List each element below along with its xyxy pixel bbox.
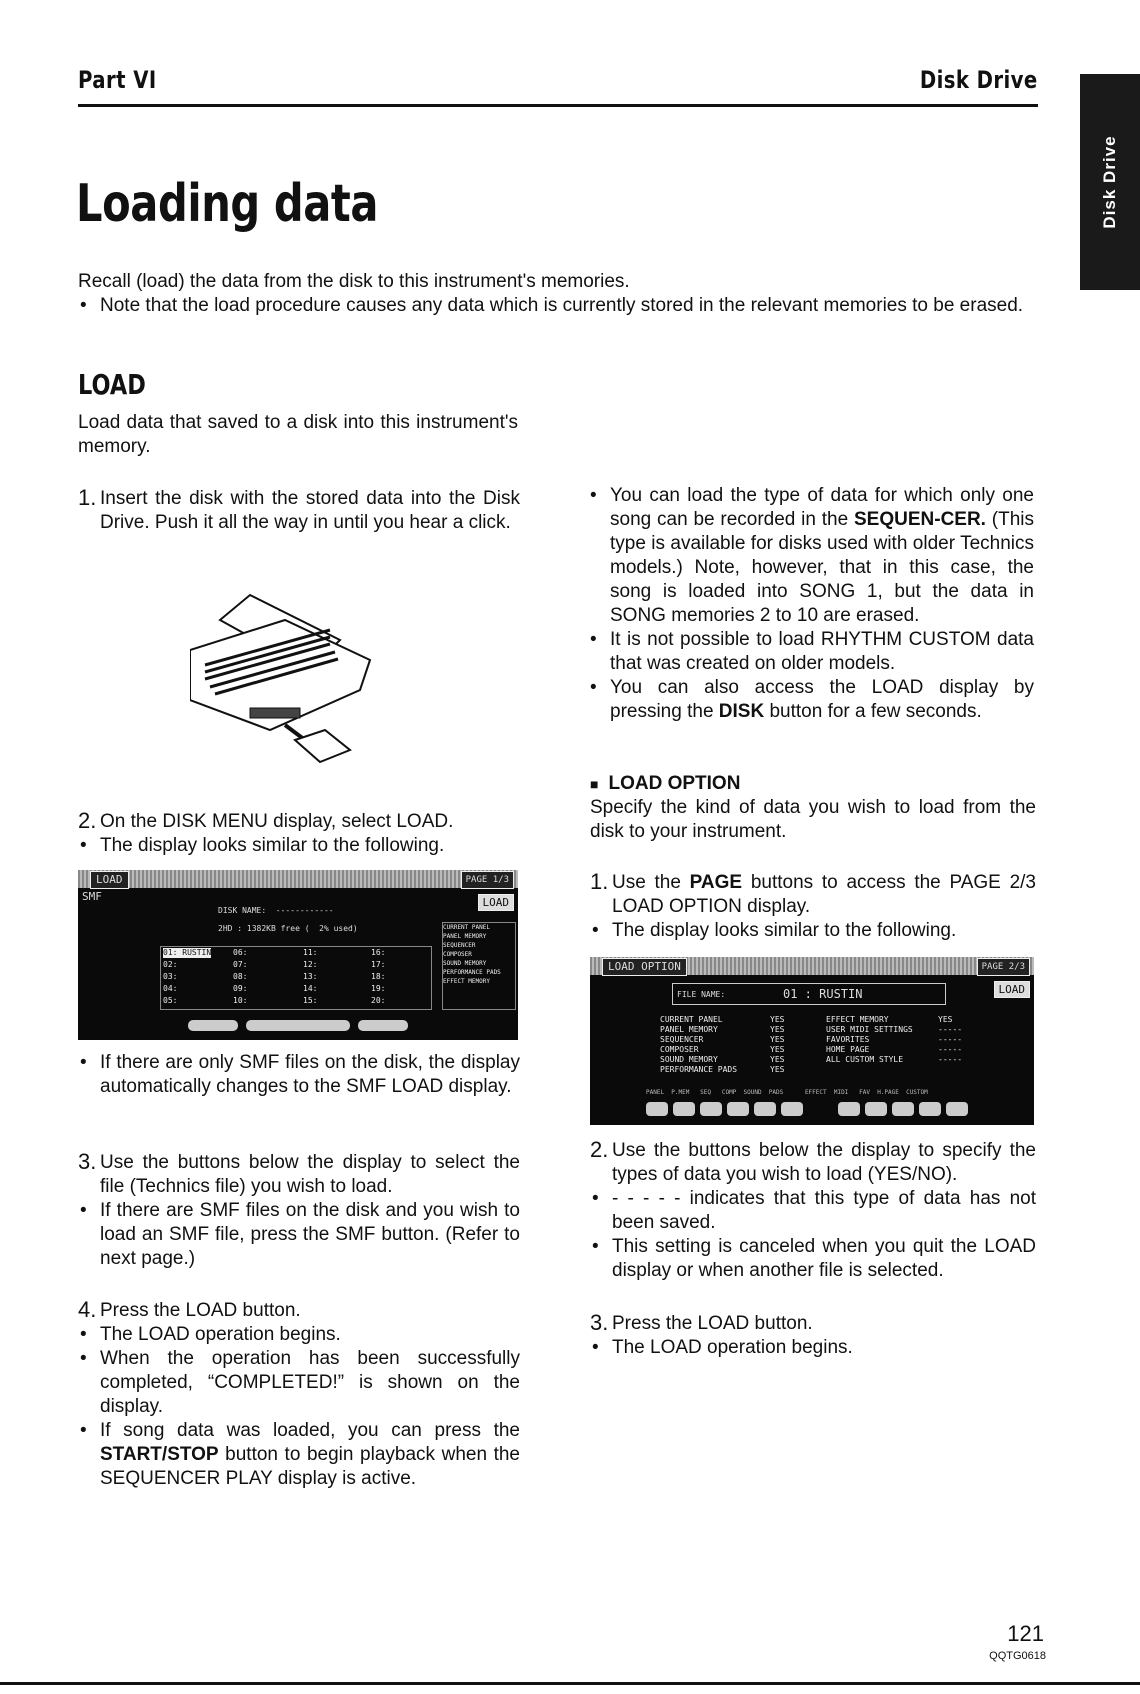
- step-4: [78, 1299, 520, 1491]
- file-slot: 17:: [371, 960, 386, 969]
- note-bullet: • It is not possible to load RHYTHM CUSTOM data that was created on older models.: [588, 628, 1034, 676]
- step-text: Use the buttons below the display to specify the types of data you wish to load (YES/NO).: [612, 1140, 1036, 1185]
- data-type: PANEL MEMORY: [443, 933, 487, 940]
- file-slot: 03:: [163, 972, 178, 981]
- display-buttons-right: [838, 1101, 973, 1120]
- step-3: [78, 1151, 520, 1271]
- step-bullet: • The LOAD operation begins.: [78, 1323, 520, 1347]
- step-bullet: • The LOAD operation begins.: [590, 1336, 1036, 1360]
- file-slot: 06:: [233, 948, 248, 957]
- load-option-display-screenshot: [590, 957, 1034, 1125]
- display-buttons: [188, 1020, 408, 1032]
- file-slot: 20:: [371, 996, 386, 1005]
- load-description: Load data that saved to a disk into this instrument's memory.: [78, 412, 518, 457]
- option-row[interactable]: SEQUENCER YES: [660, 1035, 785, 1044]
- data-type-list: [442, 922, 516, 1010]
- file-slot: 11:: [303, 948, 318, 957]
- load-option-desc: Specify the kind of data you wish to load from the disk to your instrument.: [590, 797, 1036, 842]
- intro-bullet: • Note that the load procedure causes any data which is currently stored in the relevant memories to be erased.: [78, 294, 1038, 318]
- load-heading: LOAD: [78, 368, 146, 401]
- disk-slot: [250, 708, 300, 718]
- file-slot: 16:: [371, 948, 386, 957]
- option-list-right: [826, 1015, 976, 1065]
- side-tab-label: Disk Drive: [1100, 135, 1119, 229]
- load-option-section: [590, 772, 1036, 844]
- data-type: PERFORMANCE PADS: [443, 969, 501, 976]
- file-slot: 09:: [233, 984, 248, 993]
- display-page: PAGE 2/3: [977, 958, 1030, 976]
- disk-free: 2HD : 1382KB free ( 2% used): [218, 924, 358, 933]
- note-bullet: • You can also access the LOAD display by pressing the DISK button for a few seconds.: [588, 676, 1034, 724]
- step-number: 3.: [78, 1149, 97, 1174]
- smf-label: SMF: [82, 890, 102, 903]
- step-number: 1.: [78, 485, 97, 510]
- load-label: LOAD: [994, 981, 1031, 998]
- file-slot: 14:: [303, 984, 318, 993]
- option-row[interactable]: USER MIDI SETTINGS -----: [826, 1025, 963, 1034]
- header-rule: [78, 104, 1038, 107]
- step-bullet: • When the operation has been successfully completed, “COMPLETED!” is shown on the display.: [78, 1347, 520, 1419]
- file-slot: 04:: [163, 984, 178, 993]
- keyboard-illustration: [190, 590, 400, 770]
- option-step-2: [590, 1139, 1036, 1283]
- step-text: Use the buttons below the display to select the file (Technics file) you wish to load.: [100, 1152, 520, 1197]
- step-bullet: • If there are only SMF files on the disk, the display automatically changes to the SMF LOAD display.: [78, 1051, 520, 1099]
- option-row[interactable]: ALL CUSTOM STYLE -----: [826, 1055, 963, 1064]
- intro-line: Recall (load) the data from the disk to this instrument's memories.: [78, 271, 630, 292]
- step-number: 1.: [590, 869, 609, 894]
- section-label: Disk Drive: [920, 66, 1038, 94]
- file-slot: 01: RUSTIN: [163, 948, 212, 957]
- option-step-1: 1. Use the PAGE buttons to access the PAGE 2/3 LOAD OPTION display. • The display looks similar to the following.: [590, 871, 1036, 943]
- step-bullet: • If there are SMF files on the disk and you wish to load an SMF file, press the SMF button. (Refer to next page.): [78, 1199, 520, 1271]
- option-row[interactable]: HOME PAGE -----: [826, 1045, 963, 1054]
- data-type: COMPOSER: [443, 951, 472, 958]
- floppy-disk-icon: [295, 730, 350, 762]
- option-step-3: [590, 1312, 1036, 1360]
- file-name-label: FILE NAME:: [677, 990, 726, 999]
- step-number: 4.: [78, 1297, 97, 1322]
- step-text: Press the LOAD button.: [100, 1300, 301, 1321]
- file-name-box: [672, 983, 946, 1005]
- step-text: Insert the disk with the stored data into the Disk Drive. Push it all the way in until you hear a click.: [100, 488, 520, 533]
- data-type: SOUND MEMORY: [443, 960, 487, 967]
- option-list-left: [660, 1015, 790, 1075]
- file-grid: [160, 946, 432, 1010]
- part-label: Part VI: [78, 66, 157, 94]
- step-text: Press the LOAD button.: [612, 1313, 813, 1334]
- load-label: LOAD: [478, 894, 515, 911]
- step-bullet: • If song data was loaded, you can press the START/STOP button to begin playback when the SEQUENCER PLAY display is active.: [78, 1419, 520, 1491]
- option-row[interactable]: FAVORITES -----: [826, 1035, 963, 1044]
- file-slot: 13:: [303, 972, 318, 981]
- file-slot: 15:: [303, 996, 318, 1005]
- page-number: 121: [1007, 1621, 1044, 1646]
- step-text: On the DISK MENU display, select LOAD.: [100, 811, 454, 832]
- display-tab: LOAD OPTION: [602, 958, 687, 976]
- footer-rule: [0, 1682, 1140, 1685]
- file-slot: 05:: [163, 996, 178, 1005]
- document-code: QQTG0618: [989, 1650, 1046, 1662]
- display-tab: LOAD: [90, 871, 129, 889]
- step-1: [78, 487, 520, 535]
- file-slot: 19:: [371, 984, 386, 993]
- file-slot: 08:: [233, 972, 248, 981]
- data-type: CURRENT PANEL: [443, 924, 490, 931]
- step-bullet: • - - - - - indicates that this type of data has not been saved.: [590, 1187, 1036, 1235]
- step-bullet: • The display looks similar to the following.: [590, 919, 1036, 943]
- side-tab: [1080, 74, 1140, 290]
- note-bullet: • You can load the type of data for which only one song can be recorded in the SEQUEN-CER. (This type is available for disks used with older Technics models.) Note, however, that in this case, the song is loaded into SONG 1, but the data in SONG memories 2 to 10 are erased.: [588, 484, 1034, 628]
- step-number: 3.: [590, 1310, 609, 1335]
- display-page: PAGE 1/3: [461, 871, 514, 889]
- file-slot: 10:: [233, 996, 248, 1005]
- option-row[interactable]: EFFECT MEMORY YES: [826, 1015, 953, 1024]
- option-row[interactable]: PANEL MEMORY YES: [660, 1025, 785, 1034]
- data-type: SEQUENCER: [443, 942, 476, 949]
- step-number: 2.: [590, 1137, 609, 1162]
- file-slot: 07:: [233, 960, 248, 969]
- step-2: [78, 810, 520, 858]
- option-row[interactable]: COMPOSER YES: [660, 1045, 785, 1054]
- file-slot: 02:: [163, 960, 178, 969]
- page-title: Loading data: [76, 174, 379, 234]
- disk-name: DISK NAME: ------------: [218, 906, 334, 915]
- file-slot: 18:: [371, 972, 386, 981]
- button-labels: PANEL P.MEM SEQ COMP SOUND PADS EFFECT MIDI FAV H.PAGE CUSTOM: [646, 1089, 928, 1096]
- file-slot: 12:: [303, 960, 318, 969]
- file-name-value: 01 : RUSTIN: [783, 987, 863, 1001]
- step-bullet: • The display looks similar to the following.: [78, 834, 520, 858]
- smf-note: [78, 1051, 520, 1099]
- option-row[interactable]: SOUND MEMORY YES: [660, 1055, 785, 1064]
- step-number: 2.: [78, 808, 97, 833]
- right-notes: [588, 484, 1034, 724]
- step-bullet: • This setting is canceled when you quit the LOAD display or when another file is selected.: [590, 1235, 1036, 1283]
- option-row[interactable]: CURRENT PANEL YES: [660, 1015, 785, 1024]
- data-type: EFFECT MEMORY: [443, 978, 490, 985]
- intro: [78, 270, 1038, 318]
- load-option-heading: ■ LOAD OPTION: [590, 773, 741, 794]
- option-row[interactable]: PERFORMANCE PADS YES: [660, 1065, 785, 1074]
- load-display-screenshot: [78, 870, 518, 1040]
- display-buttons-left: [646, 1101, 808, 1120]
